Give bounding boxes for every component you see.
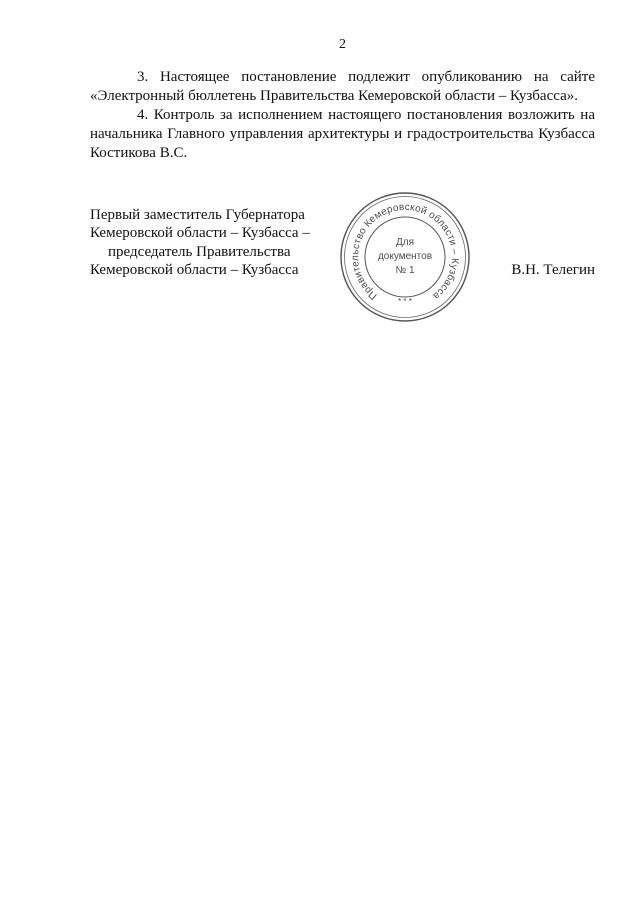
document-body bbox=[90, 68, 595, 163]
signatory-position-line: Кемеровской области – Кузбасса bbox=[90, 262, 299, 279]
signatory-position-line: председатель Правительства bbox=[108, 243, 291, 260]
seal-ring-text: Правительство Кемеровской области – Кузбасса bbox=[349, 201, 461, 302]
seal-center-line: Для bbox=[395, 237, 415, 248]
seal-center-line: № 1 bbox=[395, 265, 415, 276]
page-number: 2 bbox=[339, 37, 346, 52]
paragraph-control: 4. Контроль за исполнением настоящего постановления возложить на начальника Главного управления архитектуры и градостроительства Кузбасса Костикова В.С. bbox=[90, 107, 595, 161]
signatory-position bbox=[90, 206, 310, 280]
official-seal bbox=[335, 187, 475, 327]
seal-center-line: документов bbox=[377, 251, 433, 262]
signatory-position-line: Первый заместитель Губернатора bbox=[90, 207, 305, 223]
signatory-name: В.Н. Телегин bbox=[511, 262, 595, 278]
paragraph-publication: 3. Настоящее постановление подлежит опубликованию на сайте «Электронный бюллетень Правительства Кемеровской области – Кузбасса». bbox=[90, 69, 595, 104]
signatory-position-line: Кемеровской области – Кузбасса – bbox=[90, 225, 310, 242]
seal-bottom-mark: * * * bbox=[398, 297, 412, 306]
